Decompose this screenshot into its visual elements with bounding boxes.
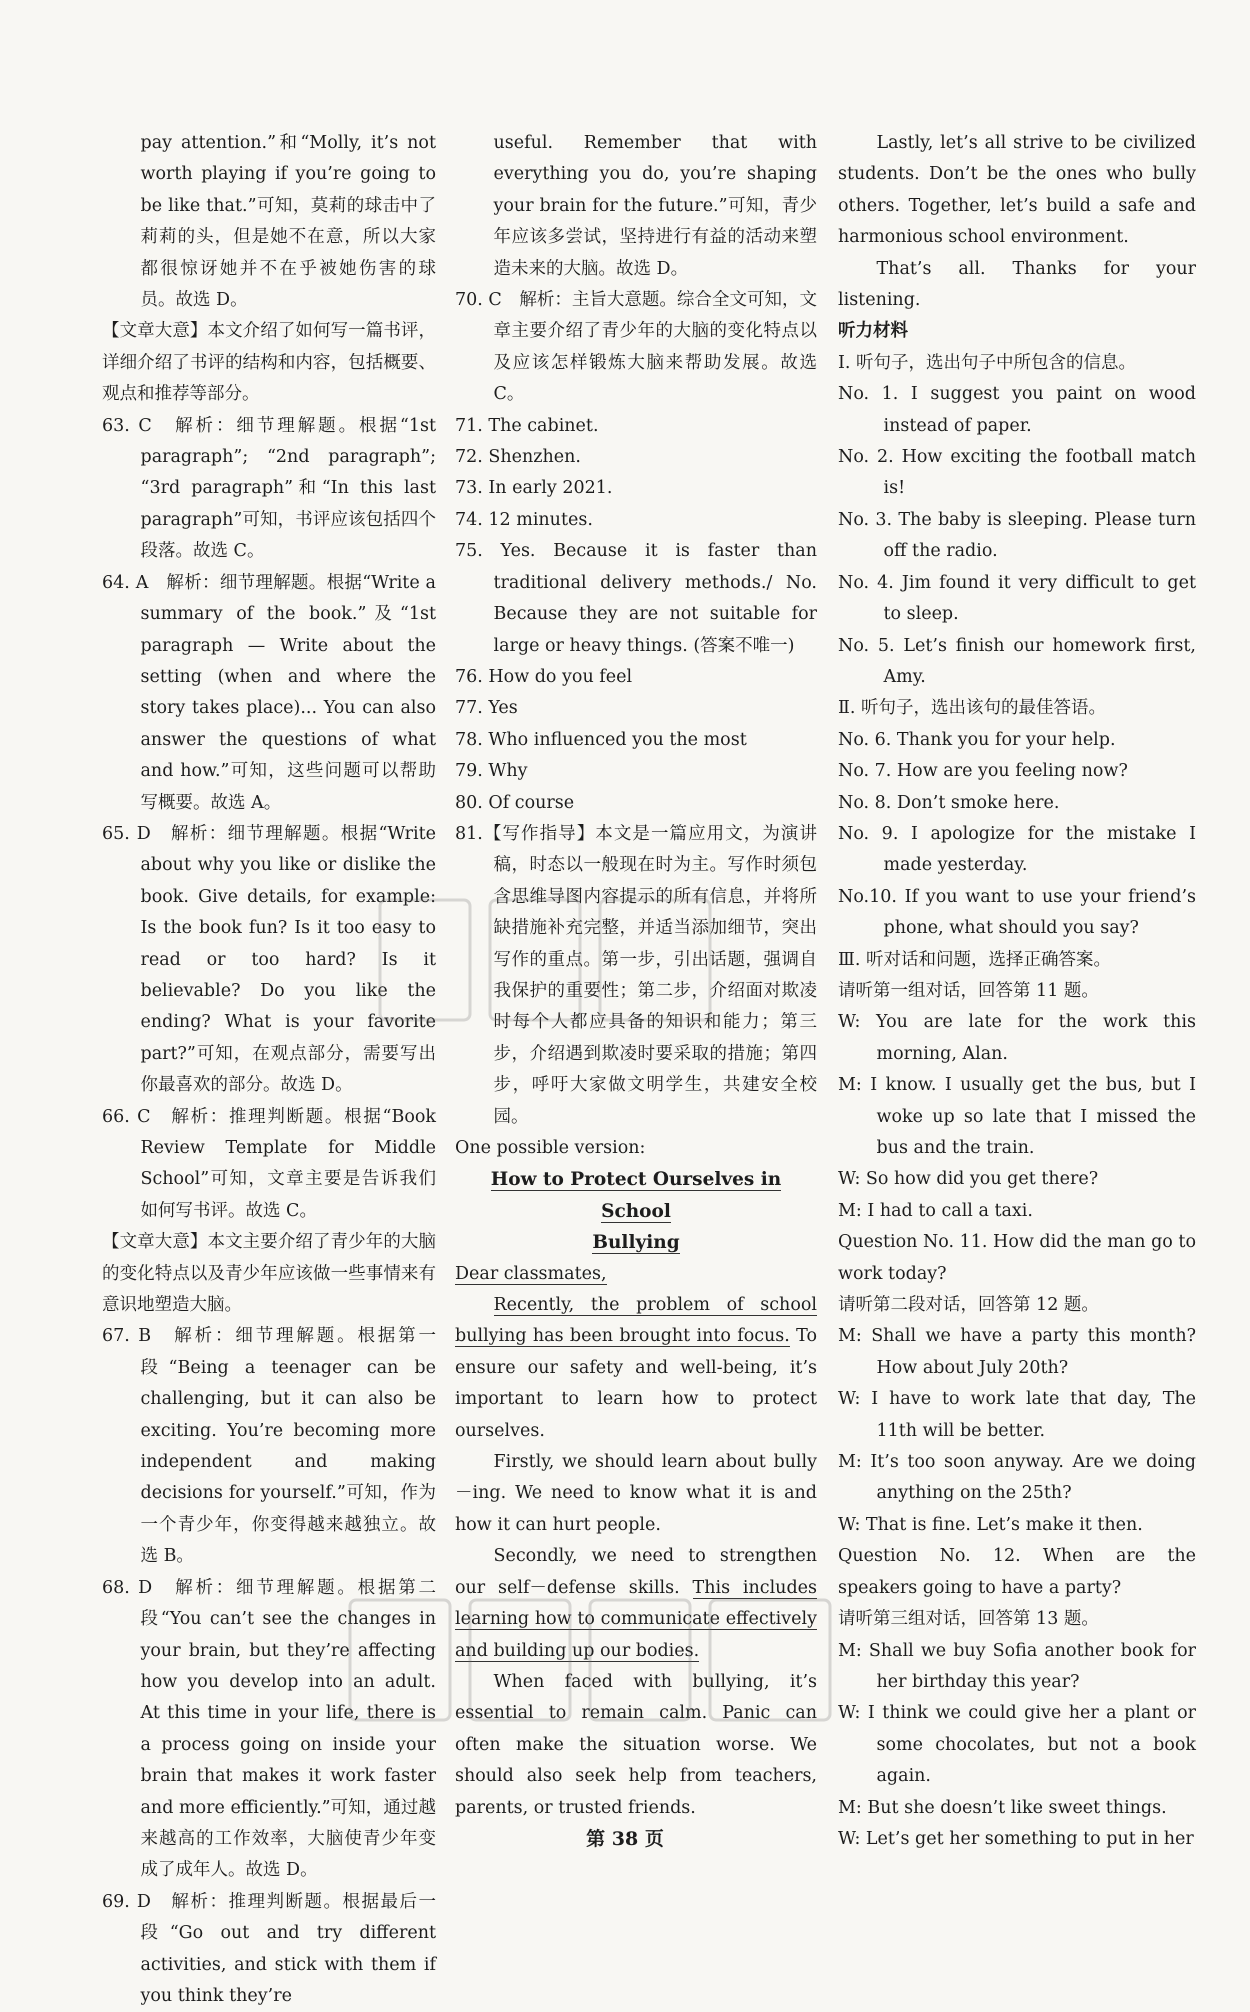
- essay-paragraph: Firstly, we should learn about bully－ing. We need to know what it is and how it can hurt people.: [455, 1452, 817, 1535]
- dialogue-line: M: It’s too soon anyway. Are we doing anything on the 25th?: [838, 1452, 1196, 1504]
- underlined-sentence: Recently, the problem of school bullying has been brought into focus.: [455, 1295, 817, 1347]
- version-label: One possible version:: [455, 1138, 646, 1158]
- essay-title-line1: How to Protect Ourselves in School: [490, 1169, 782, 1222]
- answer-79: 79. Why: [455, 761, 528, 782]
- dialogue-line: W: That is fine. Let’s make it then.: [838, 1514, 1143, 1535]
- answer-76: 76. How do you feel: [455, 666, 633, 687]
- essay-paragraph: [455, 1290, 817, 1447]
- watermark-graphic: [330, 1560, 1050, 1760]
- dialogue-line: W: Let’s get her something to put in her: [838, 1828, 1194, 1849]
- answer-77: 77. Yes: [455, 698, 518, 719]
- essay-paragraph: That’s all. Thanks for your listening.: [838, 258, 1196, 311]
- answer-80: 80. Of course: [455, 792, 575, 813]
- answer-67: 67. B 解析：细节理解题。根据第一段“Being a teenager can be challenging, but it can also be exciting. You’re becoming more independent and making decisions for yourself.”可知，作为一个青少年，你变得越来越独立。故选 B。: [102, 1326, 436, 1567]
- dialogue-line: M: Shall we have a party this month? How about July 20th?: [838, 1326, 1196, 1378]
- dialogue-line: W: I have to work late that day, The 11th will be better.: [838, 1389, 1196, 1441]
- section-heading: 听力材料: [838, 321, 908, 342]
- group-instruction: 请听第一组对话，回答第 11 题。: [838, 980, 1099, 1001]
- group-instruction: 请听第二段对话，回答第 12 题。: [838, 1295, 1099, 1316]
- answer-68: 68. D 解析：细节理解题。根据第二段“You can’t see the changes in your brain, but they’re affecting how you develop into an adult. At this time in your life, there is a process going on inside your brain that makes it work faster and more efficiently.”可知，通过越来越高的工作效率，大脑使青少年变成了成年人。故选 D。: [102, 1577, 436, 1881]
- listening-item: No. 7. How are you feeling now?: [838, 761, 1128, 782]
- answer-69: 69. D 解析：推理判断题。根据最后一段“Go out and try different activities, and stick with them if you think they’re: [102, 1891, 436, 2006]
- listening-item: No. 8. Don’t smoke here.: [838, 792, 1060, 813]
- dialogue-line: W: I think we could give her a plant or some chocolates, but not a book again.: [838, 1703, 1196, 1787]
- answer-81-guide: 81.【写作指导】本文是一篇应用文，为演讲稿，时态以一般现在时为主。写作时须包含思维导图内容提示的所有信息，并将所缺措施补充完整，并适当添加细节，突出写作的重点。第一步，引出话题，强调自我保护的重要性；第二步，介绍面对欺凌时每个人都应具备的知识和能力；第三步，介绍遇到欺凌时要采取的措施；第四步，呼吁大家做文明学生，共建安全校园。: [455, 823, 817, 1127]
- dialogue-line: M: I know. I usually get the bus, but I woke up so late that I missed the bus and the train.: [838, 1075, 1196, 1158]
- question: Question No. 12. When are the speakers going to have a party?: [838, 1546, 1196, 1598]
- sentence: To ensure our safety and well-being, it’s important to learn how to protect ourselves.: [455, 1326, 817, 1441]
- listening-item: No. 5. Let’s finish our homework first, Amy.: [838, 635, 1196, 687]
- answer-72: 72. Shenzhen.: [455, 447, 581, 468]
- section-title: Ⅲ. 听对话和问题，选择正确答案。: [838, 949, 1112, 970]
- underlined-sentence: This includes learning how to communicate effectively and building up our bodies.: [455, 1577, 817, 1661]
- watermark-graphic: [360, 860, 740, 1060]
- essay-paragraph: When faced with bullying, it’s essential to remain calm. Panic can often make the situation worse. We should also seek help from teachers, parents, or trusted friends.: [455, 1671, 817, 1818]
- essay-title-line2: Bullying: [592, 1232, 680, 1254]
- listening-item: No. 4. Jim found it very difficult to get to sleep.: [838, 572, 1196, 625]
- page-number: 第 38 页: [586, 1828, 664, 1850]
- paragraph: pay attention.”和“Molly, it’s not worth playing if you’re going to be like that.”可知，莫莉的球击中了莉莉的头，但是她不在意，所以大家都很惊讶她并不在乎被她伤害的球员。故选 D。: [140, 133, 436, 311]
- answer-65: 65. D 解析：细节理解题。根据“Write about why you like or dislike the book. Give details, for example: Is the book fun? Is it too easy to read or too hard? Is it believable? Do you like the ending? What is your favorite part?”可知，在观点部分，需要写出你最喜欢的部分。故选 D。: [102, 823, 436, 1096]
- listening-item: No.10. If you want to use your friend’s phone, what should you say?: [838, 886, 1196, 939]
- dialogue-line: M: But she doesn’t like sweet things.: [838, 1797, 1167, 1818]
- essay-title: [455, 1227, 817, 1258]
- sentence: Secondly, we need to strengthen our self－defense skills.: [455, 1546, 817, 1598]
- listening-item: No. 1. I suggest you paint on wood instead of paper.: [838, 384, 1196, 436]
- answer-74: 74. 12 minutes.: [455, 509, 593, 530]
- dialogue-line: M: I had to call a taxi.: [838, 1200, 1033, 1221]
- essay-paragraph: Lastly, let’s all strive to be civilized students. Don’t be the ones who bully others. Together, let’s build a safe and harmonious school environment.: [838, 133, 1196, 248]
- answer-64: 64. A 解析：细节理解题。根据“Write a summary of the book.”及“1st paragraph — Write about the setting (when and where the story takes place)... You can also answer the questions of what and how.”可知，这些问题可以帮助写概要。故选 A。: [102, 572, 436, 813]
- paragraph: useful. Remember that with everything you do, you’re shaping your brain for the future.”可知，青少年应该多尝试，坚持进行有益的活动来塑造未来的大脑。故选 D。: [493, 133, 817, 279]
- dialogue-line: M: Shall we buy Sofia another book for her birthday this year?: [838, 1640, 1196, 1692]
- essay-greeting: [455, 1259, 817, 1290]
- listening-item: No. 3. The baby is sleeping. Please turn off the radio.: [838, 509, 1196, 562]
- section-title: Ⅱ. 听句子，选出该句的最佳答语。: [838, 698, 1107, 719]
- group-instruction: 请听第三组对话，回答第 13 题。: [838, 1609, 1099, 1630]
- answer-66: 66. C 解析：推理判断题。根据“Book Review Template for Middle School”可知，文章主要是告诉我们如何写书评。故选 C。: [102, 1106, 436, 1221]
- listening-item: No. 6. Thank you for your help.: [838, 729, 1116, 750]
- listening-item: No. 2. How exciting the football match is!: [838, 447, 1196, 499]
- answer-73: 73. In early 2021.: [455, 478, 613, 499]
- answer-75: 75. Yes. Because it is faster than traditional delivery methods./ No. Because they are not suitable for large or heavy things. (答案不唯一): [455, 541, 817, 656]
- article-summary: 【文章大意】本文主要介绍了青少年的大脑的变化特点以及青少年应该做一些事情来有意识地塑造大脑。: [102, 1232, 436, 1316]
- dialogue-line: W: You are late for the work this morning, Alan.: [838, 1012, 1196, 1064]
- answer-71: 71. The cabinet.: [455, 415, 599, 436]
- question: Question No. 11. How did the man go to work today?: [838, 1232, 1196, 1284]
- article-summary: 【文章大意】本文介绍了如何写一篇书评，详细介绍了书评的结构和内容，包括概要、观点和推荐等部分。: [102, 321, 436, 405]
- answer-78: 78. Who influenced you the most: [455, 729, 747, 750]
- dialogue-line: W: So how did you get there?: [838, 1169, 1099, 1190]
- essay-title: [455, 1164, 817, 1227]
- answer-63: 63. C 解析：细节理解题。根据“1st paragraph”; “2nd paragraph”; “3rd paragraph”和“In this last paragraph”可知，书评应该包括四个段落。故选 C。: [102, 415, 436, 562]
- greeting-text: Dear classmates,: [455, 1263, 607, 1284]
- section-title: Ⅰ. 听句子，选出句子中所包含的信息。: [838, 352, 1137, 373]
- listening-item: No. 9. I apologize for the mistake I made yesterday.: [838, 823, 1196, 876]
- answer-70: 70. C 解析：主旨大意题。综合全文可知，文章主要介绍了青少年的大脑的变化特点以及应该怎样锻炼大脑来帮助发展。故选 C。: [455, 290, 817, 405]
